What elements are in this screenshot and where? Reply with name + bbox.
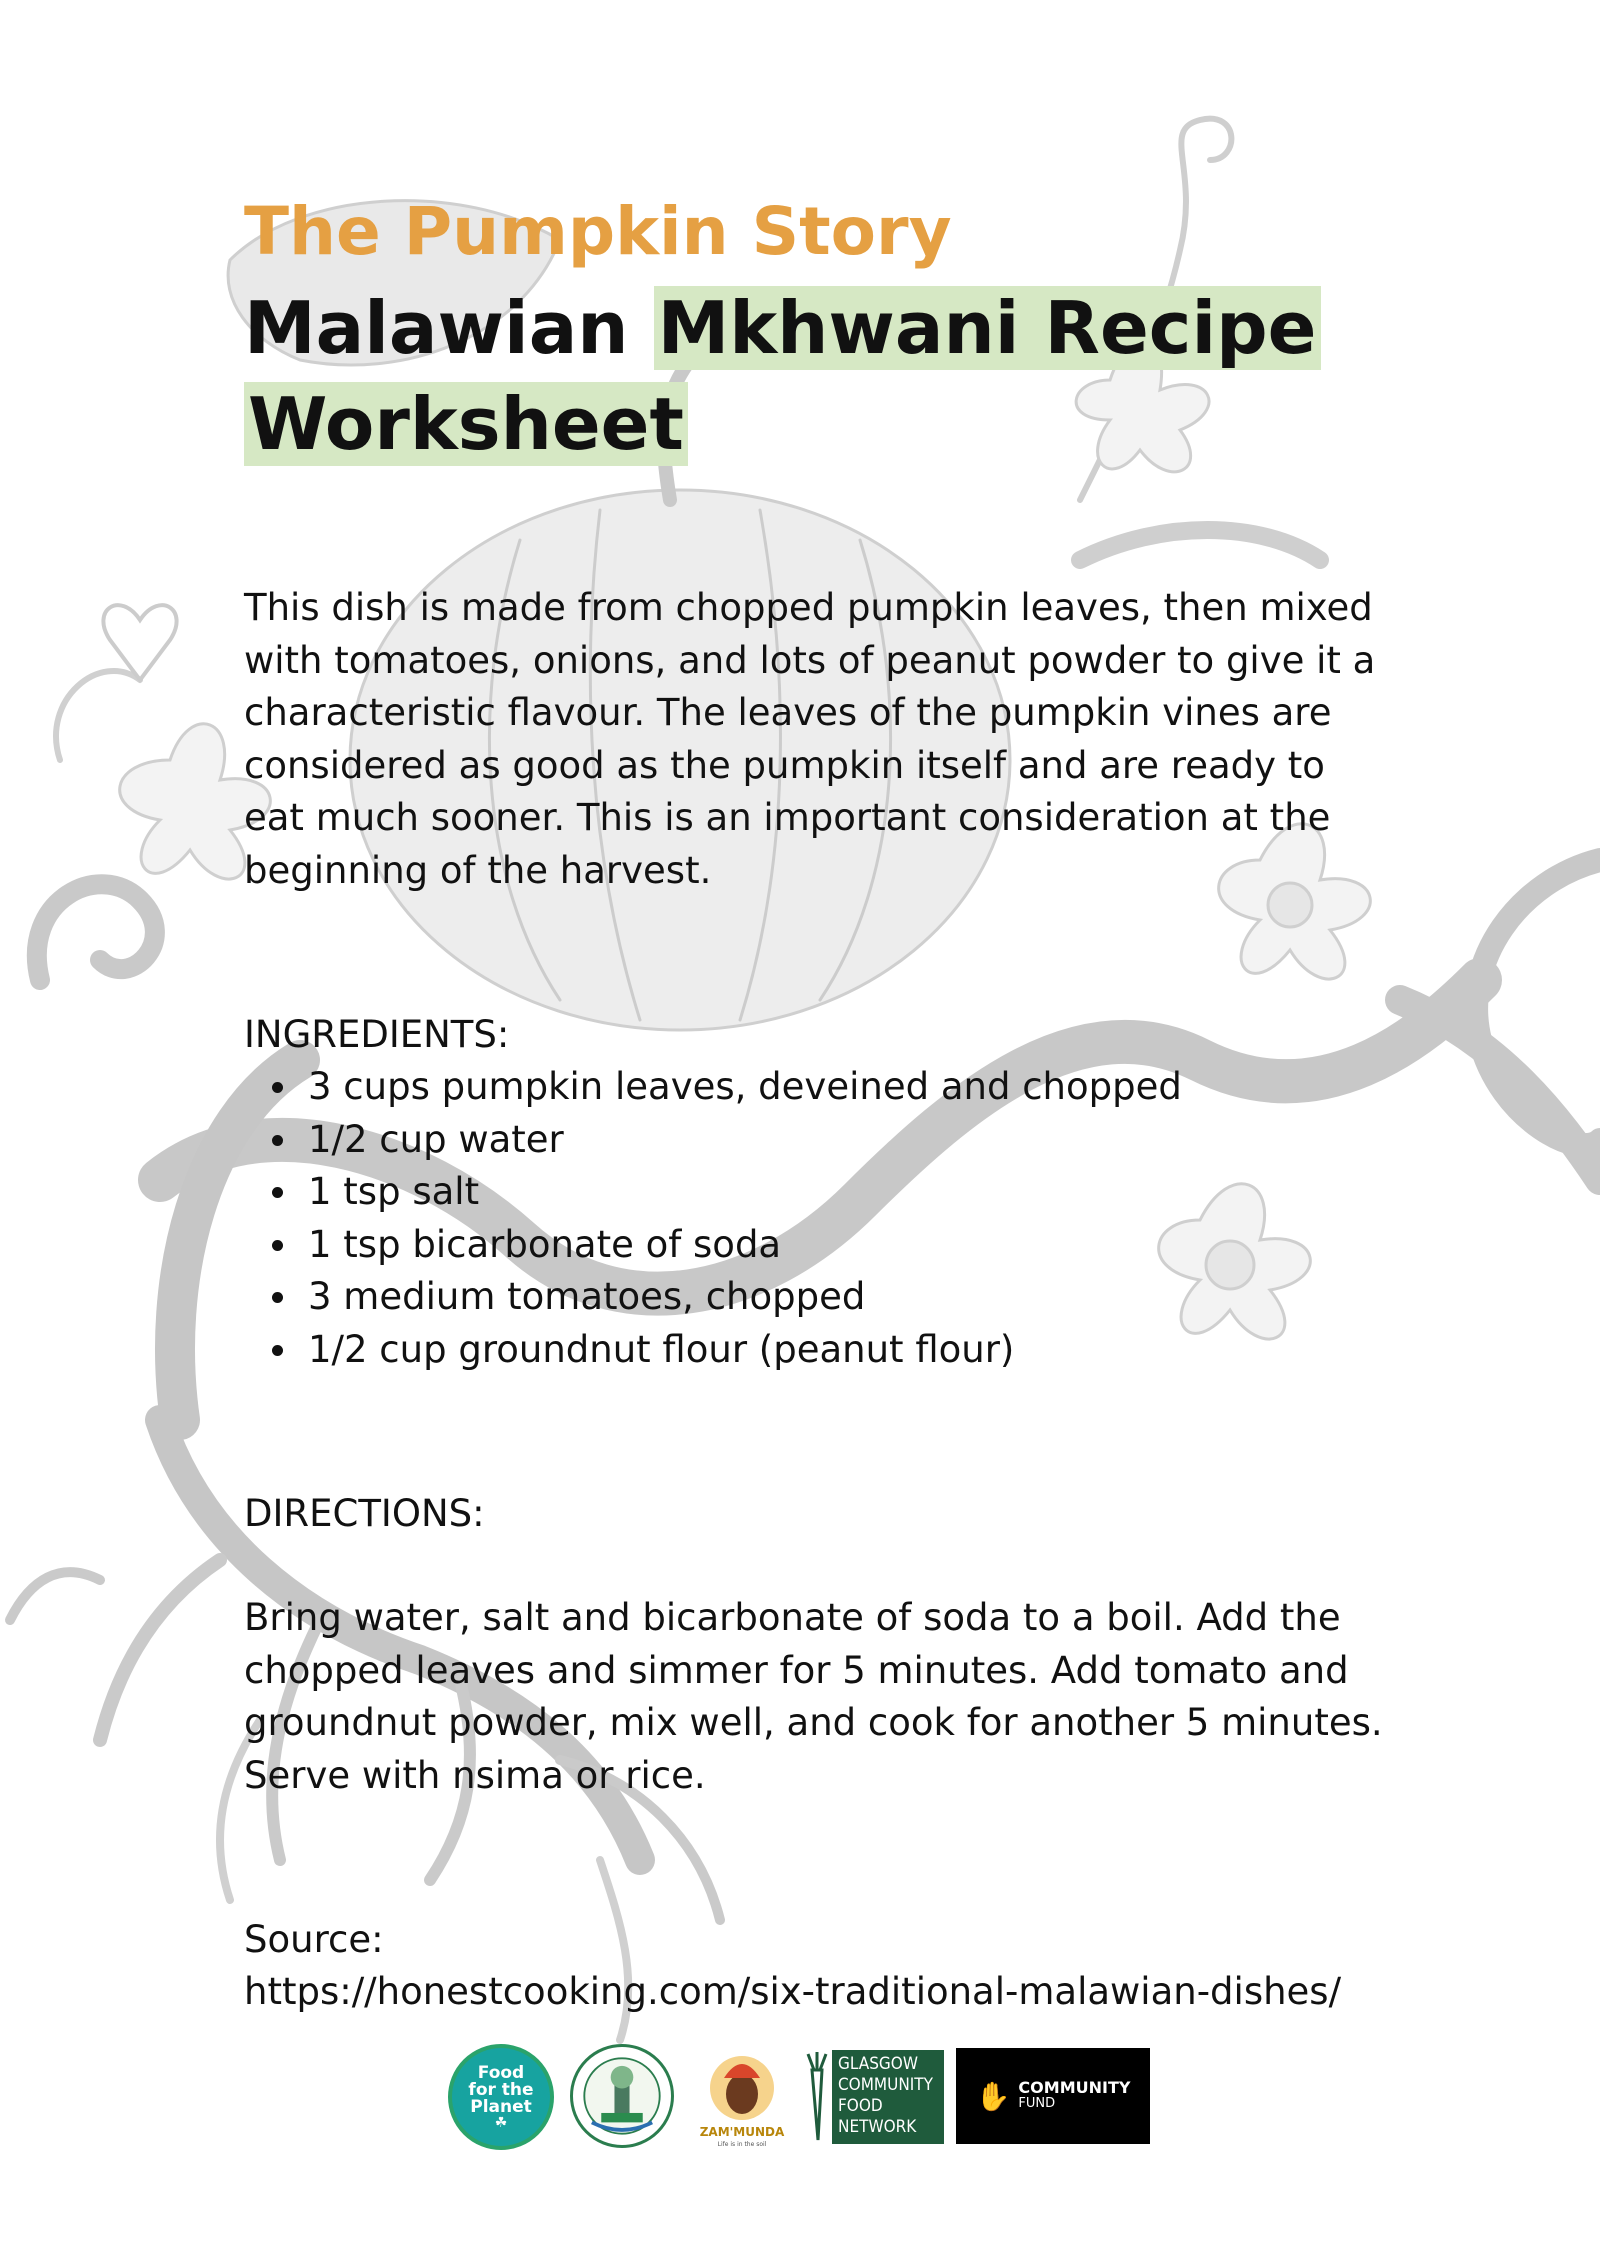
partner-logos xyxy=(448,2044,1168,2154)
logo-text: Food xyxy=(477,2062,525,2083)
hands-icon: ✋ xyxy=(975,2079,1011,2113)
gcfn-text-box xyxy=(832,2050,944,2144)
intro-paragraph: This dish is made from chopped pumpkin leaves, then mixed with tomatoes, onions, and lots of peanut powder to give it a characteristic flavour. The leaves of the pumpkin vines are considered as good as the pumpkin itself and are ready to eat much sooner. This is an important consideration at the beginning of the harvest. xyxy=(244,586,1376,892)
source-link[interactable]: https://honestcooking.com/six-traditional-malawian-dishes/ xyxy=(244,1970,1342,2013)
zam-munda-logo xyxy=(694,2044,790,2150)
title-part-3-highlighted: Worksheet xyxy=(244,382,688,466)
list-item xyxy=(308,1219,1394,1272)
ingredient-text: 3 medium tomatoes, chopped xyxy=(308,1275,866,1318)
worksheet-content xyxy=(244,190,1394,2018)
bullet-icon xyxy=(272,1240,283,1251)
list-item xyxy=(308,1166,1394,1219)
list-item xyxy=(308,1271,1394,1324)
title-part-2-highlighted: Mkhwani Recipe xyxy=(654,286,1321,370)
logo-text: NETWORK xyxy=(838,2117,917,2137)
food-for-the-planet-logo xyxy=(448,2044,554,2150)
food-climate-action-logo xyxy=(570,2044,674,2148)
carrot-icon xyxy=(804,2050,830,2144)
bullet-icon xyxy=(272,1082,283,1093)
logo-text: GLASGOW xyxy=(838,2054,918,2074)
directions-paragraph: Bring water, salt and bicarbonate of soda to a boil. Add the chopped leaves and simmer for 5 minutes. Add tomato and groundnut powder, mix well, and cook for another 5 minutes. Serve with nsima or rice. xyxy=(244,1596,1383,1797)
logo-text: COMMUNITY xyxy=(1018,2078,1131,2097)
logo-text: Planet xyxy=(470,2096,532,2117)
glasgow-community-food-network-logo xyxy=(804,2050,944,2144)
ingredients-heading: INGREDIENTS: xyxy=(244,1013,510,1056)
directions-heading: DIRECTIONS: xyxy=(244,1492,485,1535)
list-item xyxy=(308,1114,1394,1167)
bullet-icon xyxy=(272,1292,283,1303)
source-label: Source: xyxy=(244,1918,384,1961)
kicker-title: The Pumpkin Story xyxy=(244,193,952,270)
bullet-icon xyxy=(272,1187,283,1198)
ingredients-list xyxy=(244,1061,1394,1376)
title-part-1: Malawian xyxy=(244,286,654,370)
logo-text: for the xyxy=(468,2079,534,2100)
zam-munda-name: ZAM'MUNDA xyxy=(699,2125,785,2139)
ingredient-text: 1/2 cup water xyxy=(308,1117,564,1161)
sprout-icon: ☘ xyxy=(494,2114,508,2131)
bullet-icon xyxy=(272,1135,283,1146)
logo-text: COMMUNITY xyxy=(838,2075,933,2095)
page-title xyxy=(244,280,1394,472)
ingredient-text: 1 tsp bicarbonate of soda xyxy=(308,1222,782,1266)
ingredient-text: 1 tsp salt xyxy=(308,1170,480,1213)
community-fund-text xyxy=(1018,2080,1130,2112)
logo-text: FOOD xyxy=(838,2096,883,2116)
ingredient-text: 1/2 cup groundnut flour (peanut flour) xyxy=(308,1327,1015,1371)
zam-munda-tagline: Life is in the soil xyxy=(717,2141,767,2148)
ingredient-text: 3 cups pumpkin leaves, deveined and chopped xyxy=(308,1065,1182,1108)
list-item xyxy=(308,1324,1394,1377)
community-fund-logo xyxy=(956,2048,1150,2144)
bullet-icon xyxy=(272,1345,283,1356)
logo-text: FUND xyxy=(1018,2096,1056,2111)
list-item xyxy=(308,1061,1394,1114)
